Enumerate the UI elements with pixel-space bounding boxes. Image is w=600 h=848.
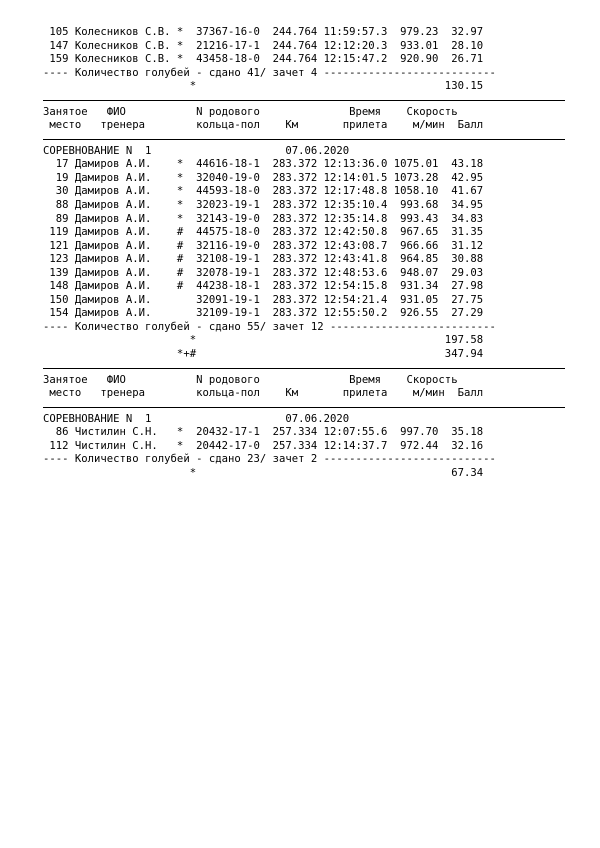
table-row: 19 Дамиров А.И. * 32040-19-0 283.372 12:14:01.5 1073.28 42.95 [43,171,484,184]
table-row: 119 Дамиров А.И. # 44575-18-0 283.372 12:42:50.8 967.65 31.35 [43,226,484,239]
table-row: 88 Дамиров А.И. * 32023-19-1 283.372 12:35:10.4 993.68 34.95 [43,199,484,212]
summary-line: ---- Количество голубей - сдано 23/ зачет 2 --------------------------- [43,453,496,466]
table-row: 139 Дамиров А.И. # 32078-19-1 283.372 12:48:53.6 948.07 29.03 [43,266,484,279]
divider [43,139,565,140]
table-row: 123 Дамиров А.И. # 32108-19-1 283.372 12:43:41.8 964.85 30.88 [43,253,484,266]
competition-heading: СОРЕВНОВАНИЕ N 1 07.06.2020 [43,144,350,157]
table-header-row-2: место тренера кольца-пол Км прилета м/мин Балл [43,387,484,400]
summary-line: ---- Количество голубей - сдано 55/ зачет 12 -------------------------- [43,320,496,333]
table-row: 147 Колесников С.В. * 21216-17-1 244.764 12:12:20.3 933.01 28.10 [43,39,484,52]
table-row: 86 Чистилин С.Н. * 20432-17-1 257.334 12:07:55.6 997.70 35.18 [43,426,484,439]
table-row: 154 Дамиров А.И. 32109-19-1 283.372 12:55:50.2 926.55 27.29 [43,307,484,320]
table-row: 150 Дамиров А.И. 32091-19-1 283.372 12:54:21.4 931.05 27.75 [43,293,484,306]
table-row: 89 Дамиров А.И. * 32143-19-0 283.372 12:35:14.8 993.43 34.83 [43,212,484,225]
divider [43,100,565,101]
table-header-row-1: Занятое ФИО N родового Время Скорость [43,373,458,386]
divider [43,368,565,369]
table-row: 30 Дамиров А.И. * 44593-18-0 283.372 12:17:48.8 1058.10 41.67 [43,185,484,198]
table-row: 148 Дамиров А.И. # 44238-18-1 283.372 12:54:15.8 931.34 27.98 [43,280,484,293]
table-header-row-2: место тренера кольца-пол Км прилета м/мин Балл [43,119,484,132]
report-page [43,26,565,480]
table-row: 159 Колесников С.В. * 43458-18-0 244.764 12:15:47.2 920.90 26.71 [43,53,484,66]
divider [43,407,565,408]
table-row: 112 Чистилин С.Н. * 20442-17-0 257.334 12:14:37.7 972.44 32.16 [43,439,484,452]
total-line: * 67.34 [43,466,484,479]
table-row: 105 Колесников С.В. * 37367-16-0 244.764 11:59:57.3 979.23 32.97 [43,26,484,38]
total-line: *+# 347.94 [43,348,484,361]
table-row: 17 Дамиров А.И. * 44616-18-1 283.372 12:13:36.0 1075.01 43.18 [43,158,484,171]
table-header-row-1: Занятое ФИО N родового Время Скорость [43,105,458,118]
total-line: * 197.58 [43,334,484,347]
competition-heading: СОРЕВНОВАНИЕ N 1 07.06.2020 [43,412,350,425]
table-row: 121 Дамиров А.И. # 32116-19-0 283.372 12:43:08.7 966.66 31.12 [43,239,484,252]
total-line: * 130.15 [43,80,484,93]
summary-line: ---- Количество голубей - сдано 41/ зачет 4 --------------------------- [43,66,496,79]
